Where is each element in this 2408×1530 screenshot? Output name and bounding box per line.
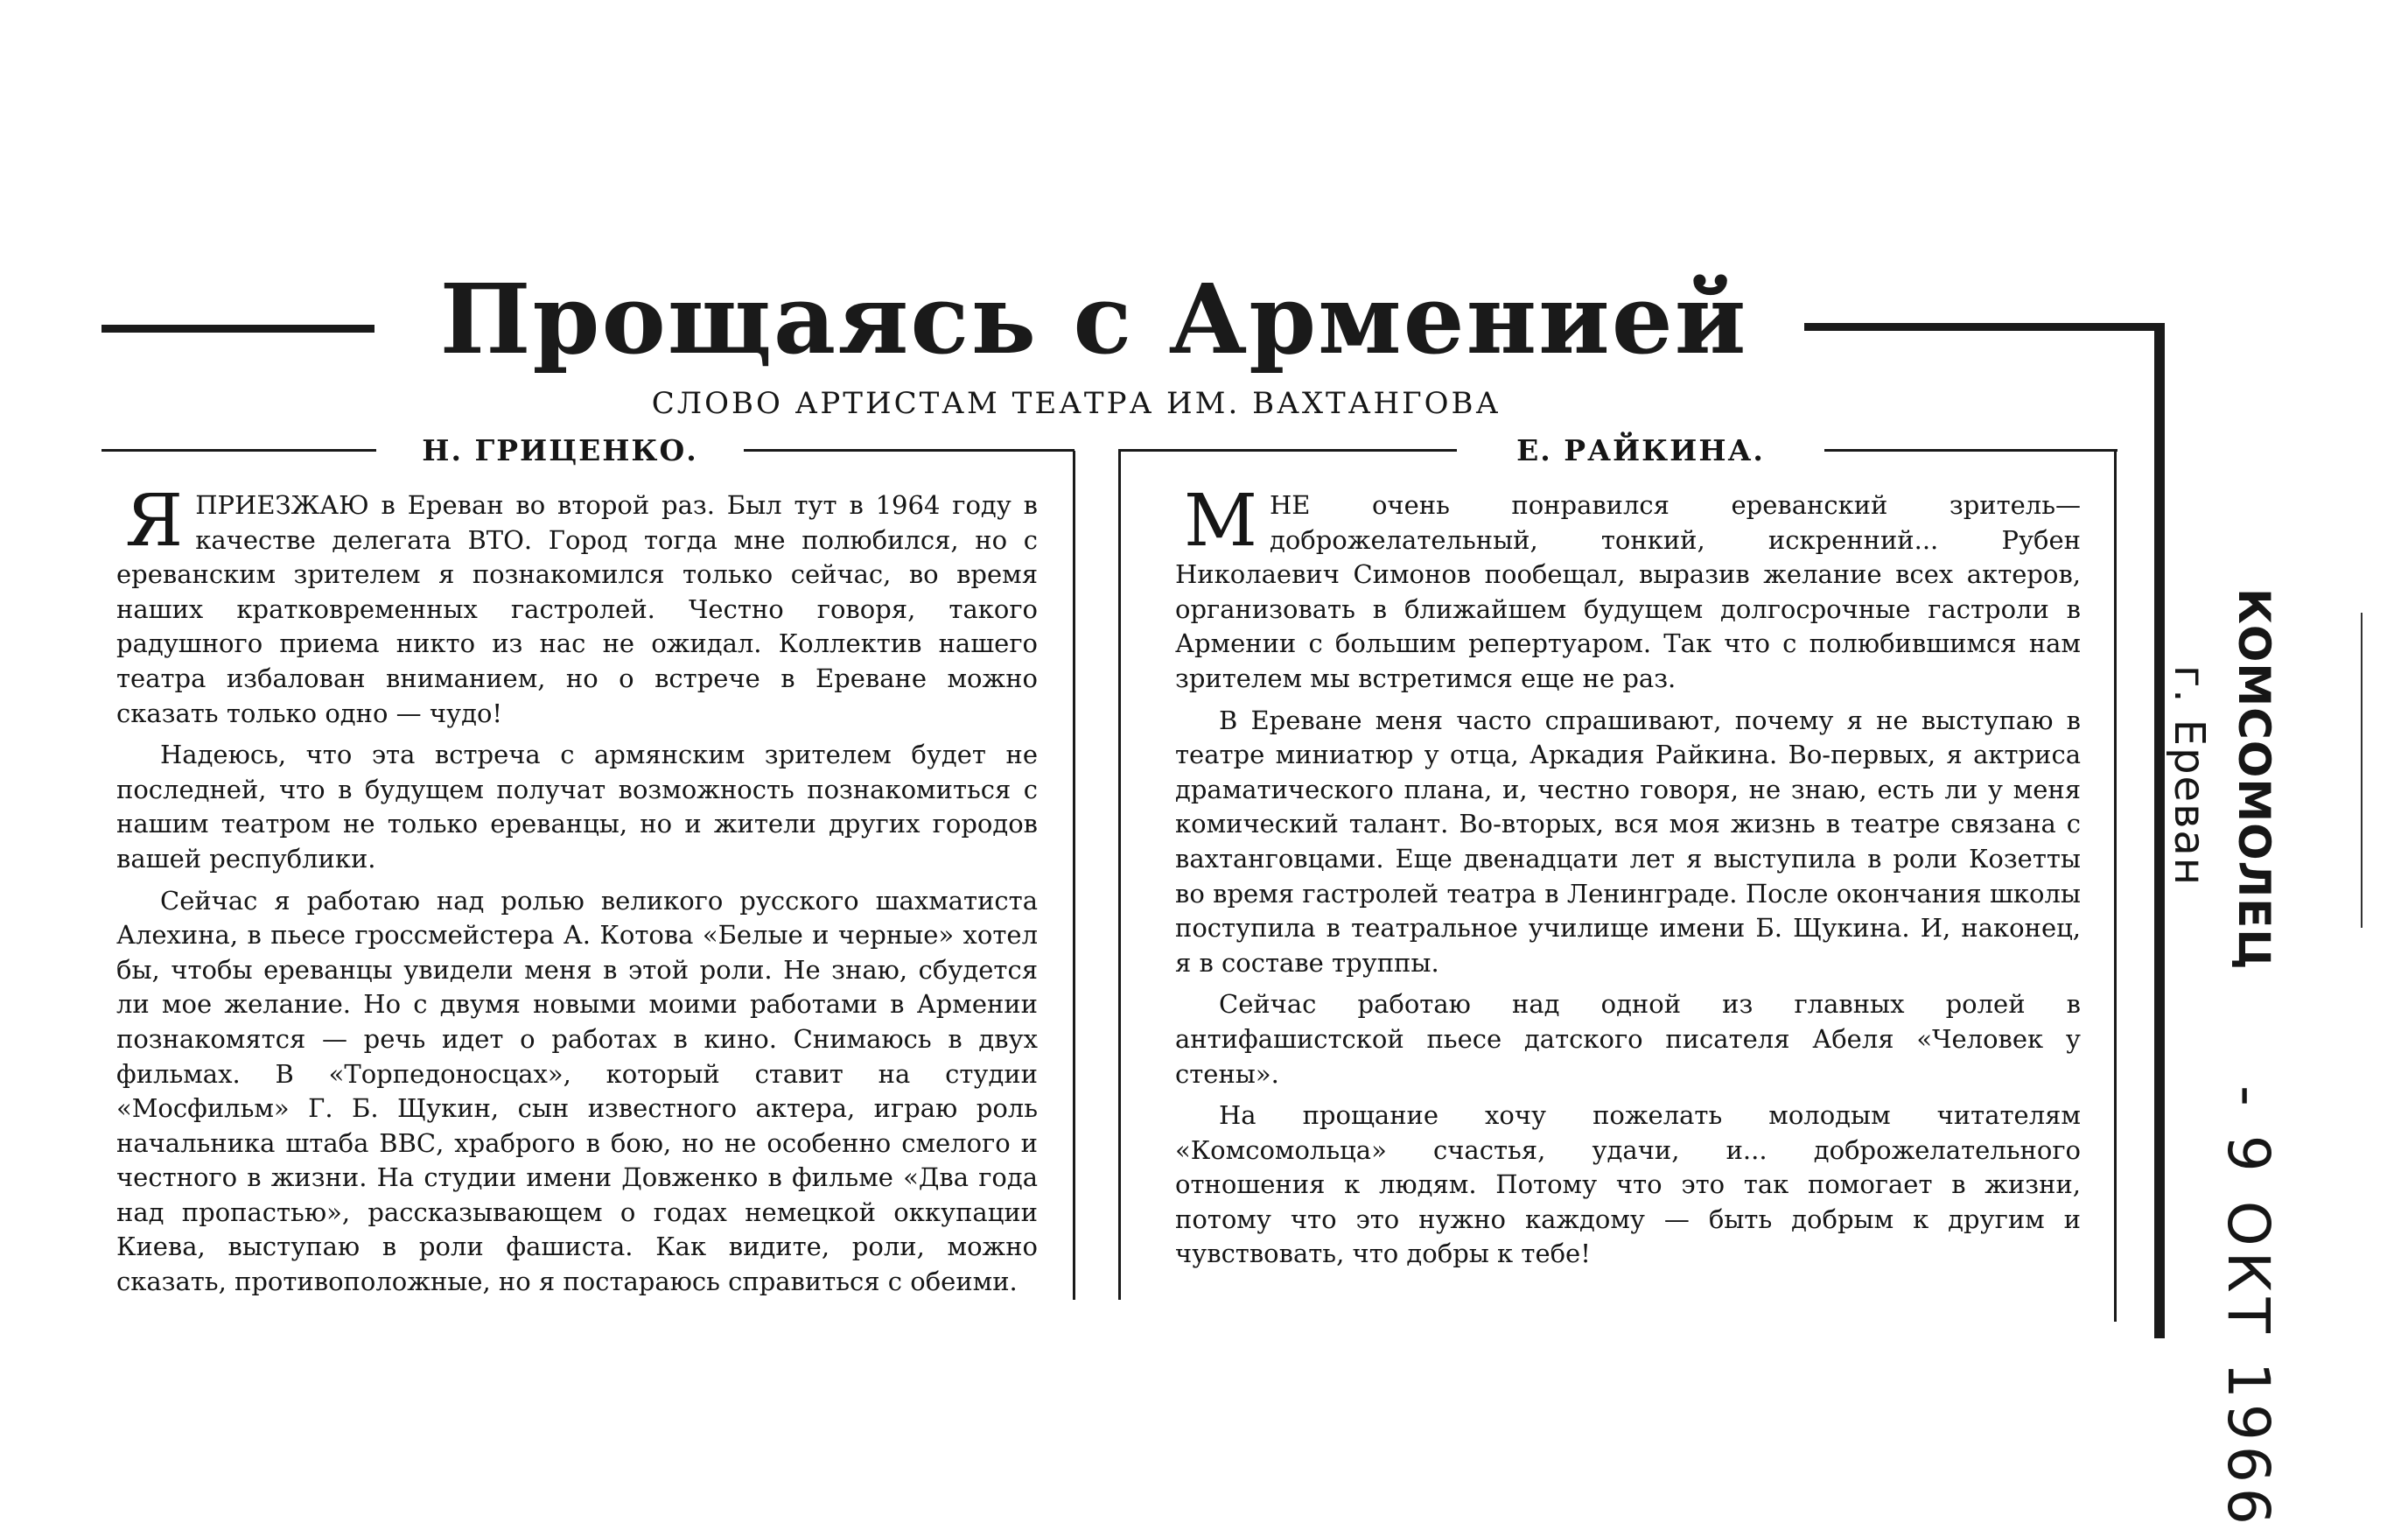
frame-inner-right: [2114, 451, 2117, 1322]
right-paragraph-1: [1175, 480, 2081, 697]
title-rule-right: [1804, 323, 2165, 331]
stamp-line: [2361, 613, 2362, 928]
dropcap: М: [1184, 480, 1257, 563]
frame-right-vertical: [2154, 323, 2165, 1338]
left-paragraph-3: Сейчас я работаю над ролью великого русского шахматиста Алехина, в пьесе гроссмейстера А. Котова «Белые и черные» хотел бы, чтобы ереванцы увидели меня в этой роли. Не знаю, сбудется ли мое желание. Но с двумя новыми моими работами в Армении познакомятся — речь идет о работах в кино. Снимаюсь в двух фильмах. В «Торпедоносцах», который ставит на студии «Мосфильм» Г. Б. Щукин, сын известного актера, играю роль начальника штаба ВВС, храброго в бою, но не особенно смелого и честного в жизни. На студии имени Довженко в фильме «Два года над пропастью», рассказывающем о годах немецкой оккупации Киева, выступаю в роли фашиста. Как видите, роли, можно сказать, противоположные, но я постараюсь справиться с обеими.: [116, 885, 1038, 1297]
left-paragraph-1: [116, 480, 1038, 731]
newspaper-stamp: КОМСОМОЛЕЦ: [2229, 588, 2279, 971]
column-divider-left: [1073, 451, 1075, 1300]
left-column-text: [116, 480, 1038, 1300]
author-left: Н. ГРИЦЕНКО.: [376, 431, 744, 471]
city-stamp: г. Ереван: [2165, 665, 2214, 888]
title-rule-left: [102, 325, 374, 333]
paragraph-text: НЕ очень понравился ереванский зритель—доброжелательный, тонкий, искренний... Рубен Николаевич Симонов пообещал, выразив желание всех актеров, организовать в ближайшем будущем долгосрочные гастроли в Армении с большим репертуаром. Так что с полюбившимся нам зрителем мы встретимся еще не раз.: [1175, 490, 2081, 693]
paragraph-text: ПРИЕЗЖАЮ в Ереван во второй раз. Был тут в 1964 году в качестве делегата ВТО. Город тогда мне полюбился, но с ереванским зрителем я познакомился только сейчас, во время наших кратковременных гастролей. Честно говоря, такого радушного приема никто из нас не ожидал. Коллектив нашего театра избалован вниманием, но о встрече в Ереване можно сказать только одно — чудо!: [116, 490, 1038, 728]
left-paragraph-2: Надеюсь, что эта встреча с армянским зрителем будет не последней, что в будущем получат возможность познакомиться с нашим театром не только ереванцы, но и жители других городов вашей республики.: [116, 740, 1038, 874]
right-paragraph-2: В Ереване меня часто спрашивают, почему я не выступаю в театре миниатюр у отца, Аркадия Райкина. Во-первых, я актриса драматического плана, и, честно говоря, не знаю, есть ли у меня комический талант. Во-вторых, вся моя жизнь в театре связана с вахтанговцами. Еще двенадцати лет я выступила в роли Козетты во время гастролей театра в Ленинграде. После окончания школы поступила в театральное училище имени Б. Щукина. И, наконец, я в составе труппы.: [1175, 705, 2081, 978]
dropcap: Я: [125, 480, 184, 563]
column-divider-right: [1118, 451, 1121, 1300]
author-right: Е. РАЙКИНА.: [1457, 431, 1824, 471]
right-paragraph-3: Сейчас работаю над одной из главных ролей в антифашистской пьесе датского писателя Абеля «Человек у стены».: [1175, 989, 2081, 1089]
article-title: Прощаясь с Арменией: [439, 263, 1748, 375]
article-subtitle: СЛОВО АРТИСТАМ ТЕАТРА ИМ. ВАХТАНГОВА: [651, 386, 1502, 421]
right-column-text: [1175, 480, 2081, 1272]
right-paragraph-4: На прощание хочу пожелать молодым читателям «Комсомольца» счастья, удачи, и... доброжелательного отношения к людям. Потому что это так помогает в жизни, потому что это нужно каждому — быть добрым к другим и чувствовать, что добры к тебе!: [1175, 1100, 2081, 1269]
date-stamp: - 9 ОКТ 1966: [2215, 1085, 2282, 1530]
